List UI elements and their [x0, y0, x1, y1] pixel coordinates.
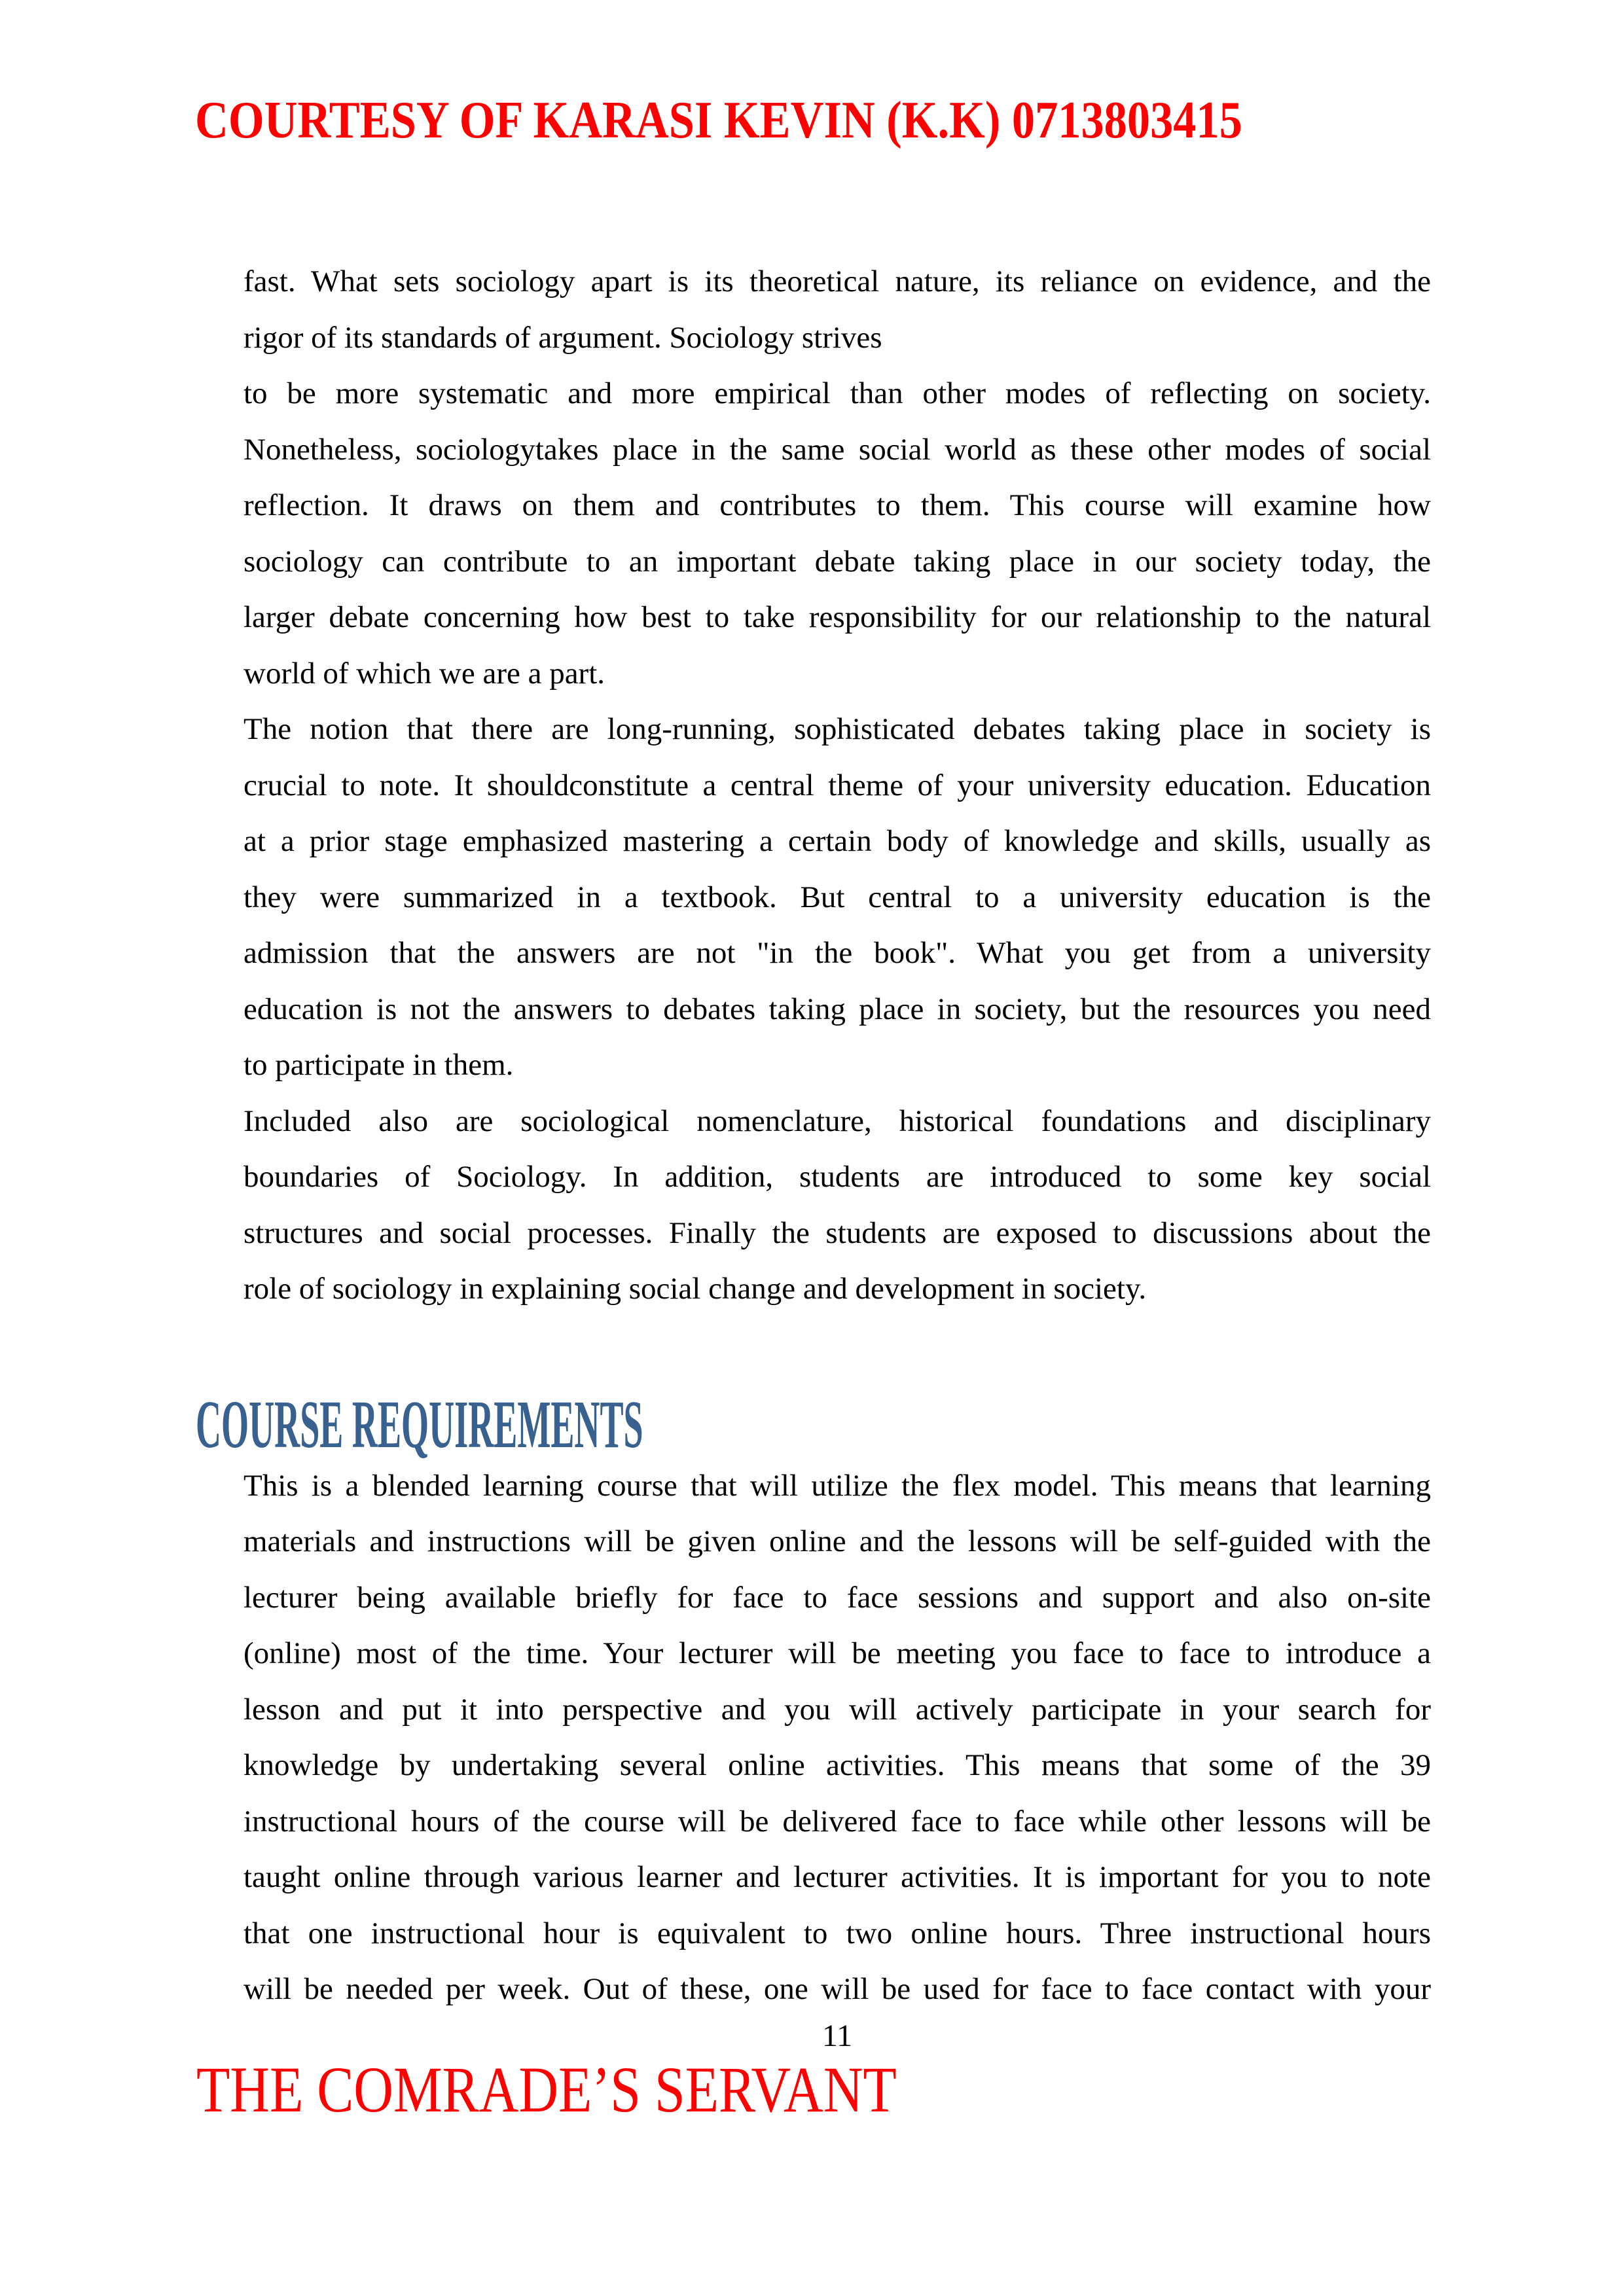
page-header [195, 94, 1624, 147]
text-line: crucial to note. It shouldconstitute a central theme of your university education. Education [244, 768, 1431, 802]
text-line: lesson and put it into perspective and you will actively participate in your search for [244, 1692, 1431, 1727]
body-paragraphs-before-heading [244, 254, 1431, 1318]
page-footer [196, 2054, 1624, 2125]
text-line: materials and instructions will be given online and the lessons will be self-guided with the [244, 1524, 1431, 1558]
text-line: lecturer being available briefly for face to face sessions and support and also on-site [244, 1580, 1431, 1615]
text-line: knowledge by undertaking several online activities. This means that some of the 39 [244, 1748, 1431, 1782]
text-line: role of sociology in explaining social change and development in society. [244, 1272, 1147, 1306]
paragraph [244, 254, 1431, 366]
body-paragraphs-after-heading [244, 1458, 1431, 2018]
text-line: education is not the answers to debates taking place in society, but the resources you need [244, 992, 1431, 1026]
text-line: This is a blended learning course that will utilize the flex model. This means that learning [244, 1468, 1431, 1503]
paragraph [244, 366, 1431, 702]
text-line: reflection. It draws on them and contributes to them. This course will examine how [244, 488, 1431, 522]
text-line: to participate in them. [244, 1048, 514, 1082]
text-line: rigor of its standards of argument. Sociology strives [244, 320, 882, 355]
paragraph [244, 1094, 1431, 1318]
text-line: they were summarized in a textbook. But central to a university education is the [244, 880, 1431, 914]
text-line: instructional hours of the course will be delivered face to face while other lessons will be [244, 1804, 1431, 1839]
paragraph [244, 702, 1431, 1094]
text-line: larger debate concerning how best to take responsibility for our relationship to the natural [244, 600, 1431, 634]
text-line: boundaries of Sociology. In addition, students are introduced to some key social [244, 1160, 1431, 1194]
text-line: that one instructional hour is equivalent to two online hours. Three instructional hours [244, 1916, 1431, 1950]
text-line: to be more systematic and more empirical than other modes of reflecting on society. [244, 376, 1431, 410]
page-number: 11 [821, 2018, 853, 2053]
header-text: COURTESY OF KARASI KEVIN (K.K) 0713803415 [195, 92, 1242, 149]
text-line: sociology can contribute to an important debate taking place in our society today, the [244, 544, 1431, 579]
footer-text: THE COMRADE’S SERVANT [196, 2053, 897, 2126]
text-line: Included also are sociological nomenclature, historical foundations and disciplinary [244, 1103, 1431, 1138]
text-line: will be needed per week. Out of these, one will be used for face to face contact with your [244, 1972, 1431, 2006]
text-line: structures and social processes. Finally the students are exposed to discussions about the [244, 1215, 1431, 1250]
text-line: taught online through various learner and lecturer activities. It is important for you to note [244, 1860, 1431, 1894]
text-line: fast. What sets sociology apart is its theoretical nature, its reliance on evidence, and the [244, 264, 1431, 298]
section-heading [196, 1386, 1624, 1462]
text-line: Nonetheless, sociologytakes place in the same social world as these other modes of social [244, 432, 1431, 467]
text-line: admission that the answers are not "in the book". What you get from a university [244, 936, 1431, 970]
text-line: (online) most of the time. Your lecturer will be meeting you face to face to introduce a [244, 1636, 1431, 1670]
paragraph [244, 1458, 1431, 2018]
section-heading-text: COURSE REQUIREMENTS [196, 1386, 643, 1462]
text-line: The notion that there are long-running, sophisticated debates taking place in society is [244, 712, 1431, 746]
text-line: at a prior stage emphasized mastering a certain body of knowledge and skills, usually as [244, 824, 1431, 858]
text-line: world of which we are a part. [244, 656, 605, 691]
